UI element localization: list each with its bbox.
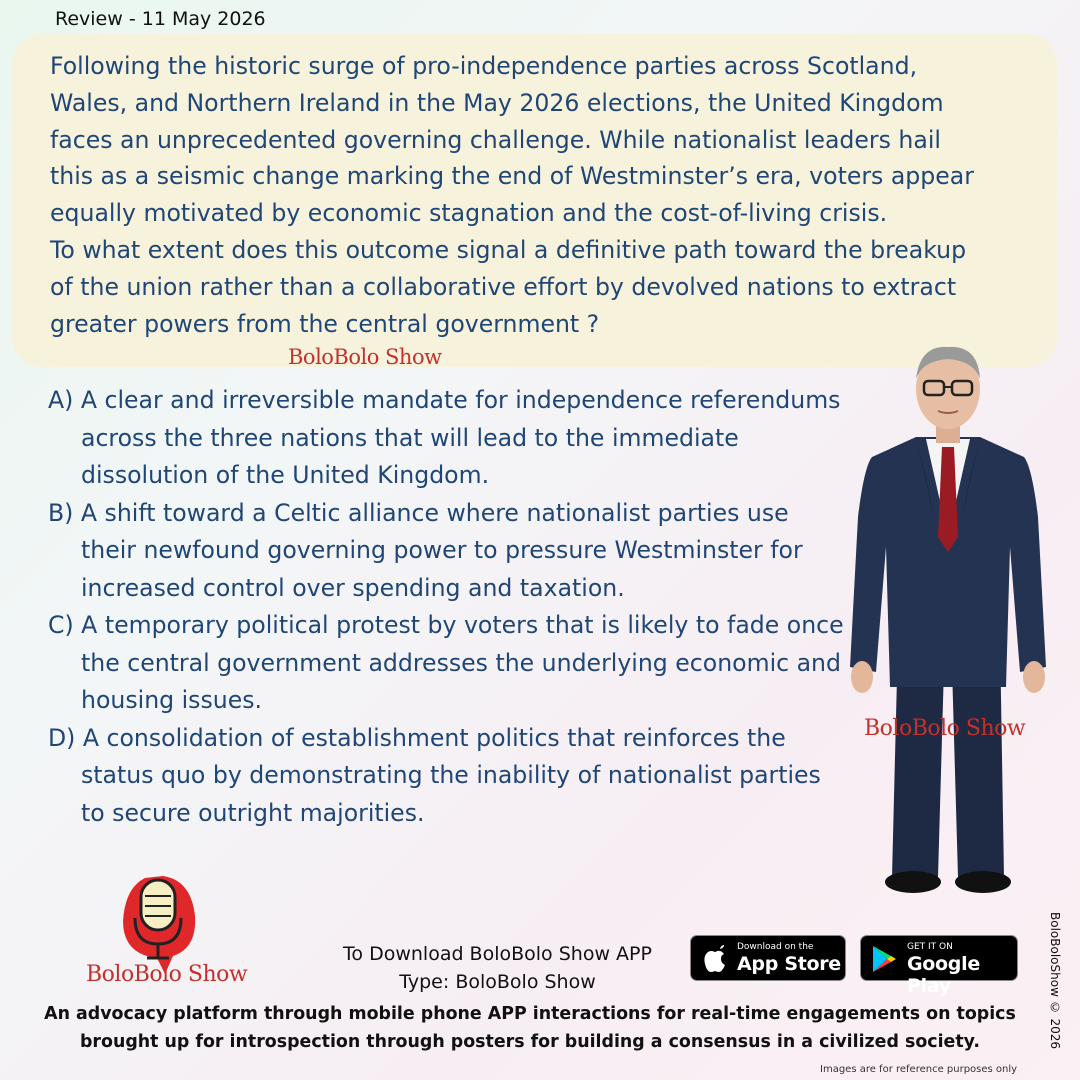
- watermark-top: BoloBolo Show: [288, 345, 442, 369]
- google-play-button[interactable]: [860, 935, 1018, 997]
- download-line-1: To Download BoloBolo Show APP: [343, 943, 652, 965]
- question-card: [12, 34, 1057, 367]
- tagline: An advocacy platform through mobile phone APP interactions for real-time engagements on topics brought up for introspection through posters for building a consensus in a civilized society.: [44, 1004, 1016, 1052]
- app-store-label: App Store: [737, 953, 841, 975]
- google-play-icon: [871, 945, 897, 973]
- option-c[interactable]: C) A temporary political protest by voters that is likely to fade once the central government addresses the underlying economic and housing issues.: [48, 611, 844, 714]
- option-b[interactable]: B) A shift toward a Celtic alliance where nationalist parties use their newfound governing power to pressure Westminster for increased control over spending and taxation.: [48, 498, 803, 602]
- answer-options: [48, 382, 848, 832]
- disclaimer: Images are for reference purposes only: [820, 1064, 1018, 1075]
- app-store-button[interactable]: [690, 935, 846, 981]
- download-instructions: [330, 940, 665, 996]
- logo-name: BoloBolo Show: [86, 962, 248, 987]
- download-line-2: Type: BoloBolo Show: [399, 971, 596, 993]
- watermark-figure: BoloBolo Show: [864, 716, 1026, 741]
- copyright: BoloBoloShow © 2026: [1048, 912, 1062, 1050]
- google-play-small-text: GET IT ON: [907, 942, 953, 952]
- review-date: Review - 11 May 2026: [55, 8, 266, 30]
- option-d[interactable]: D) A consolidation of establishment politics that reinforces the status quo by demonstrating the inability of nationalist parties to secure outright majorities.: [48, 723, 821, 827]
- option-a[interactable]: A) A clear and irreversible mandate for independence referendums across the three nations that will lead to the immediate dissolution of the United Kingdom.: [48, 386, 841, 489]
- question-text: Following the historic surge of pro-independence parties across Scotland, Wales, and Northern Ireland in the May 2026 elections, the United Kingdom faces an unprecedented governing challenge. While nationalist leaders hail this as a seismic change marking the end of Westminster’s era, voters appear equally motivated by economic stagnation and the cost-of-living crisis. To what extent does this outcome signal a definitive path toward the breakup of the union rather than a collaborative effort by devolved nations to extract greater powers from the central government ?: [50, 52, 974, 338]
- apple-icon: [703, 945, 727, 973]
- google-play-label: Google Play: [907, 953, 980, 997]
- person-illustration: [840, 337, 1055, 902]
- app-store-small-text: Download on the: [737, 942, 814, 952]
